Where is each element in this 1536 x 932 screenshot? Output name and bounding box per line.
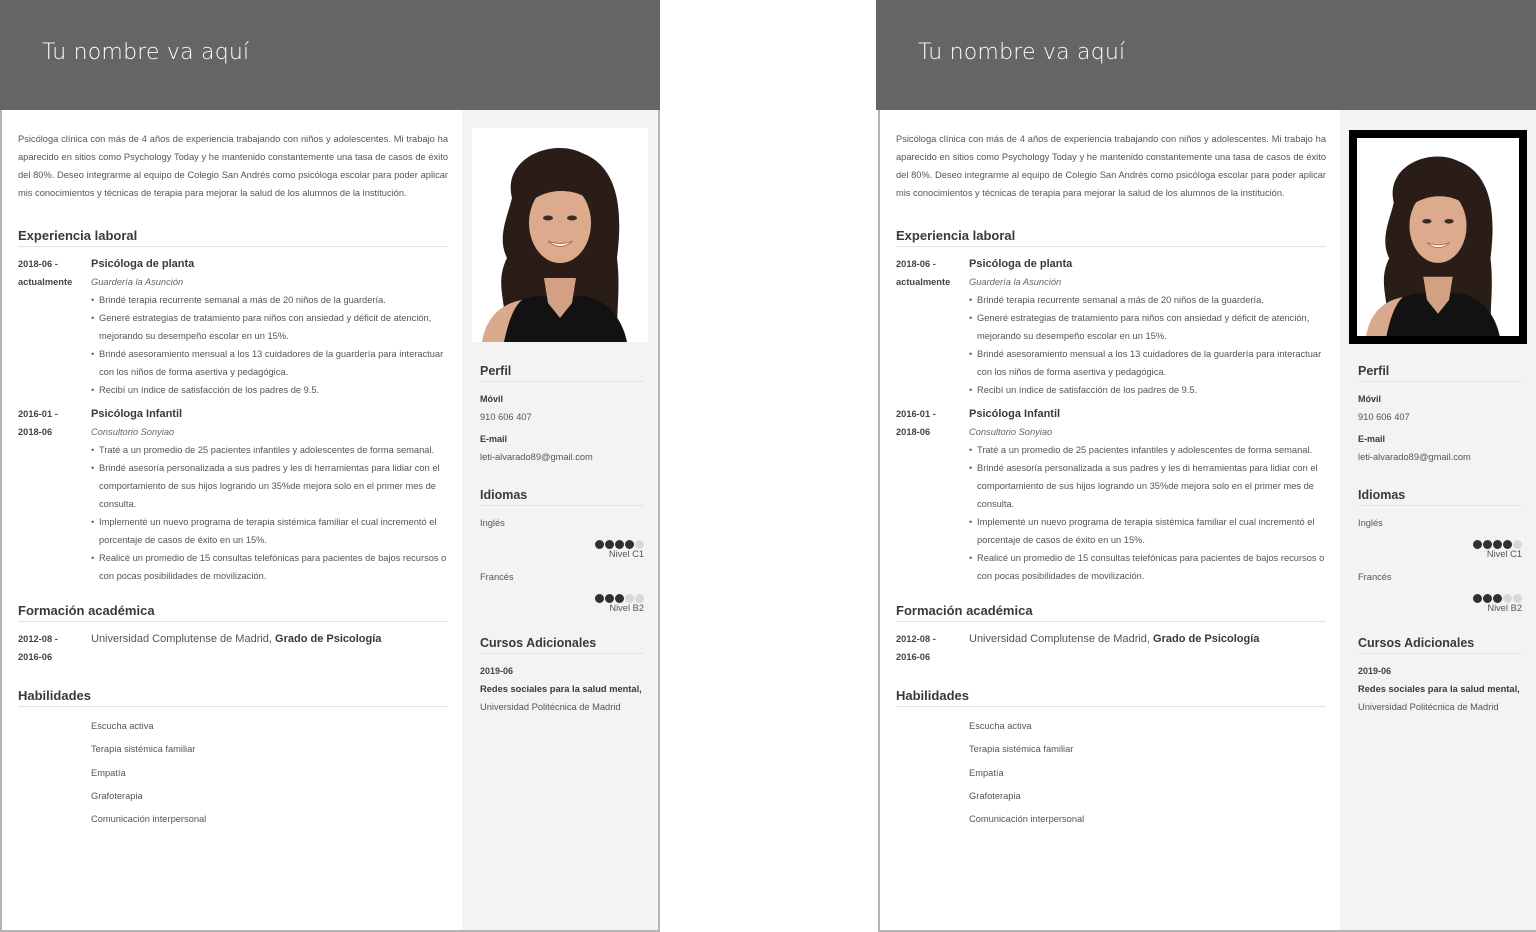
summary-text: Psicóloga clínica con más de 4 años de experiencia trabajando con niños y adolescentes. Mi trabajo ha aparecido en sitios como Psychology Today y he mantenido constantemente una tasa de casos de éxito del 80%. Deseo integrarme al equipo de Colegio San Andrés como psicóloga escolar para poder aplicar mis conocimientos y técnicas de terapia para mejorar la salud de los alumnos de la institución. xyxy=(896,134,1326,198)
skills-heading: Habilidades xyxy=(18,688,448,707)
edu-degree: Grado de Psicología xyxy=(1153,633,1260,645)
edu-date-start: 2012-08 - xyxy=(896,634,936,644)
courses-heading: Cursos Adicionales xyxy=(480,636,644,654)
sidebar xyxy=(1340,110,1536,930)
rating-dot-filled xyxy=(595,594,604,603)
job-bullet: • Brindé asesoría personalizada a sus padres y les di herramientas para lidiar con el comportamiento de sus hijos logrando un 35%de mejora solo en el primer mes de consulta. xyxy=(91,459,448,513)
main-column xyxy=(896,130,1326,831)
edu-institution: Universidad Complutense de Madrid, xyxy=(969,633,1154,645)
skill-item: Terapia sistémica familiar xyxy=(969,744,1074,755)
skill-item: Grafoterapia xyxy=(91,790,143,801)
email-label: E-mail xyxy=(480,434,508,444)
job-bullet: • Generé estrategias de tratamiento para niños con ansiedad y déficit de atención, mejorando su desempeño escolar en un 15%. xyxy=(91,309,448,345)
language-level: Nivel B2 xyxy=(609,603,644,613)
resume-header xyxy=(0,0,660,110)
language-level: Nivel C1 xyxy=(1486,549,1522,559)
job-date-end: 2018-06 xyxy=(896,427,931,437)
sidebar xyxy=(462,110,658,930)
job-bullet: • Generé estrategias de tratamiento para niños con ansiedad y déficit de atención, mejorando su desempeño escolar en un 15%. xyxy=(969,309,1326,345)
job-dates xyxy=(18,405,91,585)
job-bullet: • Brindé asesoría personalizada a sus padres y les di herramientas para lidiar con el comportamiento de sus hijos logrando un 35%de mejora solo en el primer mes de consulta. xyxy=(969,459,1326,513)
portrait-image xyxy=(1357,138,1519,336)
education-heading: Formación académica xyxy=(896,603,1326,622)
skills-list xyxy=(896,715,1326,831)
edu-degree: Grado de Psicología xyxy=(275,633,382,645)
job-date-start: 2018-06 - xyxy=(18,259,58,269)
main-column xyxy=(18,130,448,831)
job-entry xyxy=(896,255,1326,399)
job-bullet: • Recibí un índice de satisfacción de los padres de 9.5. xyxy=(91,381,448,399)
job-bullet: • Brindé terapia recurrente semanal a más de 20 niños de la guardería. xyxy=(969,291,1326,309)
education-entry xyxy=(18,630,448,666)
skills-heading: Habilidades xyxy=(896,688,1326,707)
resume-page xyxy=(0,110,660,932)
course-date: 2019-06 xyxy=(480,666,514,676)
language-entry xyxy=(1358,568,1522,616)
edu-date-end: 2016-06 xyxy=(896,652,931,662)
job-bullet: • Traté a un promedio de 25 pacientes infantiles y adolescentes de forma semanal. xyxy=(969,441,1326,459)
job-bullet: • Realicé un promedio de 15 consultas telefónicas para pacientes de bajos recursos o con pocas posibilidades de movilización. xyxy=(91,549,448,585)
language-entry xyxy=(480,514,644,562)
skill-item: Empatía xyxy=(969,767,1004,778)
resume-unframed-photo xyxy=(0,0,660,932)
job-company: Consultorio Sonyiao xyxy=(91,427,175,437)
language-name: Francés xyxy=(1358,572,1392,582)
language-level: Nivel C1 xyxy=(608,549,644,559)
candidate-name: Tu nombre va aquí xyxy=(42,40,250,65)
profile-heading: Perfil xyxy=(1358,364,1522,382)
email-label: E-mail xyxy=(1358,434,1386,444)
profile-photo-framed xyxy=(1349,130,1527,344)
job-bullet: • Brindé asesoramiento mensual a los 13 cuidadores de la guardería para interactuar con los niños de forma asertiva y pedagógica. xyxy=(91,345,448,381)
resume-framed-photo xyxy=(876,0,1536,932)
job-role: Psicóloga de planta xyxy=(969,258,1073,270)
edu-institution: Universidad Complutense de Madrid, xyxy=(91,633,276,645)
course-institution: Universidad Politécnica de Madrid xyxy=(1358,702,1499,712)
language-rating xyxy=(1358,536,1522,546)
course-date: 2019-06 xyxy=(1358,666,1392,676)
skill-item: Comunicación interpersonal xyxy=(91,814,207,825)
language-rating xyxy=(480,536,644,546)
language-name: Francés xyxy=(480,572,514,582)
profile-heading: Perfil xyxy=(480,364,644,382)
courses-heading: Cursos Adicionales xyxy=(1358,636,1522,654)
skill-item: Empatía xyxy=(91,767,126,778)
job-dates xyxy=(18,255,91,399)
job-bullet: • Implementé un nuevo programa de terapia sistémica familiar el cual incrementó el porcentaje de casos de éxito en un 15%. xyxy=(969,513,1326,549)
language-level: Nivel B2 xyxy=(1487,603,1522,613)
job-date-end: actualmente xyxy=(18,277,73,287)
skill-item: Comunicación interpersonal xyxy=(969,814,1085,825)
job-company: Guardería la Asunción xyxy=(91,277,184,287)
job-bullet: • Realicé un promedio de 15 consultas telefónicas para pacientes de bajos recursos o con pocas posibilidades de movilización. xyxy=(969,549,1326,585)
job-bullet: • Brindé asesoramiento mensual a los 13 cuidadores de la guardería para interactuar con los niños de forma asertiva y pedagógica. xyxy=(969,345,1326,381)
skills-list xyxy=(18,715,448,831)
skill-item: Escucha activa xyxy=(91,721,154,731)
course-institution: Universidad Politécnica de Madrid xyxy=(480,702,621,712)
job-bullet: • Brindé terapia recurrente semanal a más de 20 niños de la guardería. xyxy=(91,291,448,309)
skill-item: Terapia sistémica familiar xyxy=(91,744,196,755)
job-role: Psicóloga Infantil xyxy=(91,408,183,420)
languages-heading: Idiomas xyxy=(1358,488,1522,506)
resume-page xyxy=(878,110,1536,932)
course-entry xyxy=(480,680,644,716)
experience-heading: Experiencia laboral xyxy=(896,228,1326,247)
job-bullet: • Implementé un nuevo programa de terapia sistémica familiar el cual incrementó el porcentaje de casos de éxito en un 15%. xyxy=(91,513,448,549)
language-name: Inglés xyxy=(1358,518,1383,528)
job-company: Guardería la Asunción xyxy=(969,277,1062,287)
job-entry xyxy=(896,405,1326,585)
rating-dot-filled xyxy=(595,540,604,549)
skill-item: Grafoterapia xyxy=(969,790,1021,801)
email-value: leti-alvarado89@gmail.com xyxy=(480,452,593,462)
edu-date-start: 2012-08 - xyxy=(18,634,58,644)
job-role: Psicóloga de planta xyxy=(91,258,195,270)
language-entry xyxy=(480,568,644,616)
resume-header xyxy=(876,0,1536,110)
languages-heading: Idiomas xyxy=(480,488,644,506)
portrait-image xyxy=(472,128,648,342)
phone-label: Móvil xyxy=(1358,394,1382,404)
education-entry xyxy=(896,630,1326,666)
profile-photo xyxy=(472,128,648,342)
job-bullet: • Recibí un índice de satisfacción de los padres de 9.5. xyxy=(969,381,1326,399)
job-date-end: 2018-06 xyxy=(18,427,53,437)
experience-heading: Experiencia laboral xyxy=(18,228,448,247)
email-value: leti-alvarado89@gmail.com xyxy=(1358,452,1471,462)
job-entry xyxy=(18,255,448,399)
summary-text: Psicóloga clínica con más de 4 años de experiencia trabajando con niños y adolescentes. Mi trabajo ha aparecido en sitios como Psychology Today y he mantenido constantemente una tasa de casos de éxito del 80%. Deseo integrarme al equipo de Colegio San Andrés como psicóloga escolar para poder aplicar mis conocimientos y técnicas de terapia para mejorar la salud de los alumnos de la institución. xyxy=(18,134,448,198)
language-rating xyxy=(480,590,644,600)
rating-dot-filled xyxy=(1473,594,1482,603)
education-heading: Formación académica xyxy=(18,603,448,622)
candidate-name: Tu nombre va aquí xyxy=(918,40,1126,65)
job-entry xyxy=(18,405,448,585)
job-date-end: actualmente xyxy=(896,277,951,287)
edu-date-end: 2016-06 xyxy=(18,652,53,662)
skill-item: Escucha activa xyxy=(969,721,1032,731)
job-bullet: • Traté a un promedio de 25 pacientes infantiles y adolescentes de forma semanal. xyxy=(91,441,448,459)
phone-value: 910 606 407 xyxy=(1358,412,1410,422)
language-name: Inglés xyxy=(480,518,505,528)
job-dates xyxy=(896,255,969,399)
job-date-start: 2018-06 - xyxy=(896,259,936,269)
language-rating xyxy=(1358,590,1522,600)
phone-label: Móvil xyxy=(480,394,504,404)
job-date-start: 2016-01 - xyxy=(18,409,58,419)
job-date-start: 2016-01 - xyxy=(896,409,936,419)
course-name: Redes sociales para la salud mental, xyxy=(1358,684,1520,694)
job-company: Consultorio Sonyiao xyxy=(969,427,1053,437)
rating-dot-filled xyxy=(1473,540,1482,549)
course-name: Redes sociales para la salud mental, xyxy=(480,684,642,694)
phone-value: 910 606 407 xyxy=(480,412,532,422)
language-entry xyxy=(1358,514,1522,562)
job-role: Psicóloga Infantil xyxy=(969,408,1061,420)
job-dates xyxy=(896,405,969,585)
course-entry xyxy=(1358,680,1522,716)
